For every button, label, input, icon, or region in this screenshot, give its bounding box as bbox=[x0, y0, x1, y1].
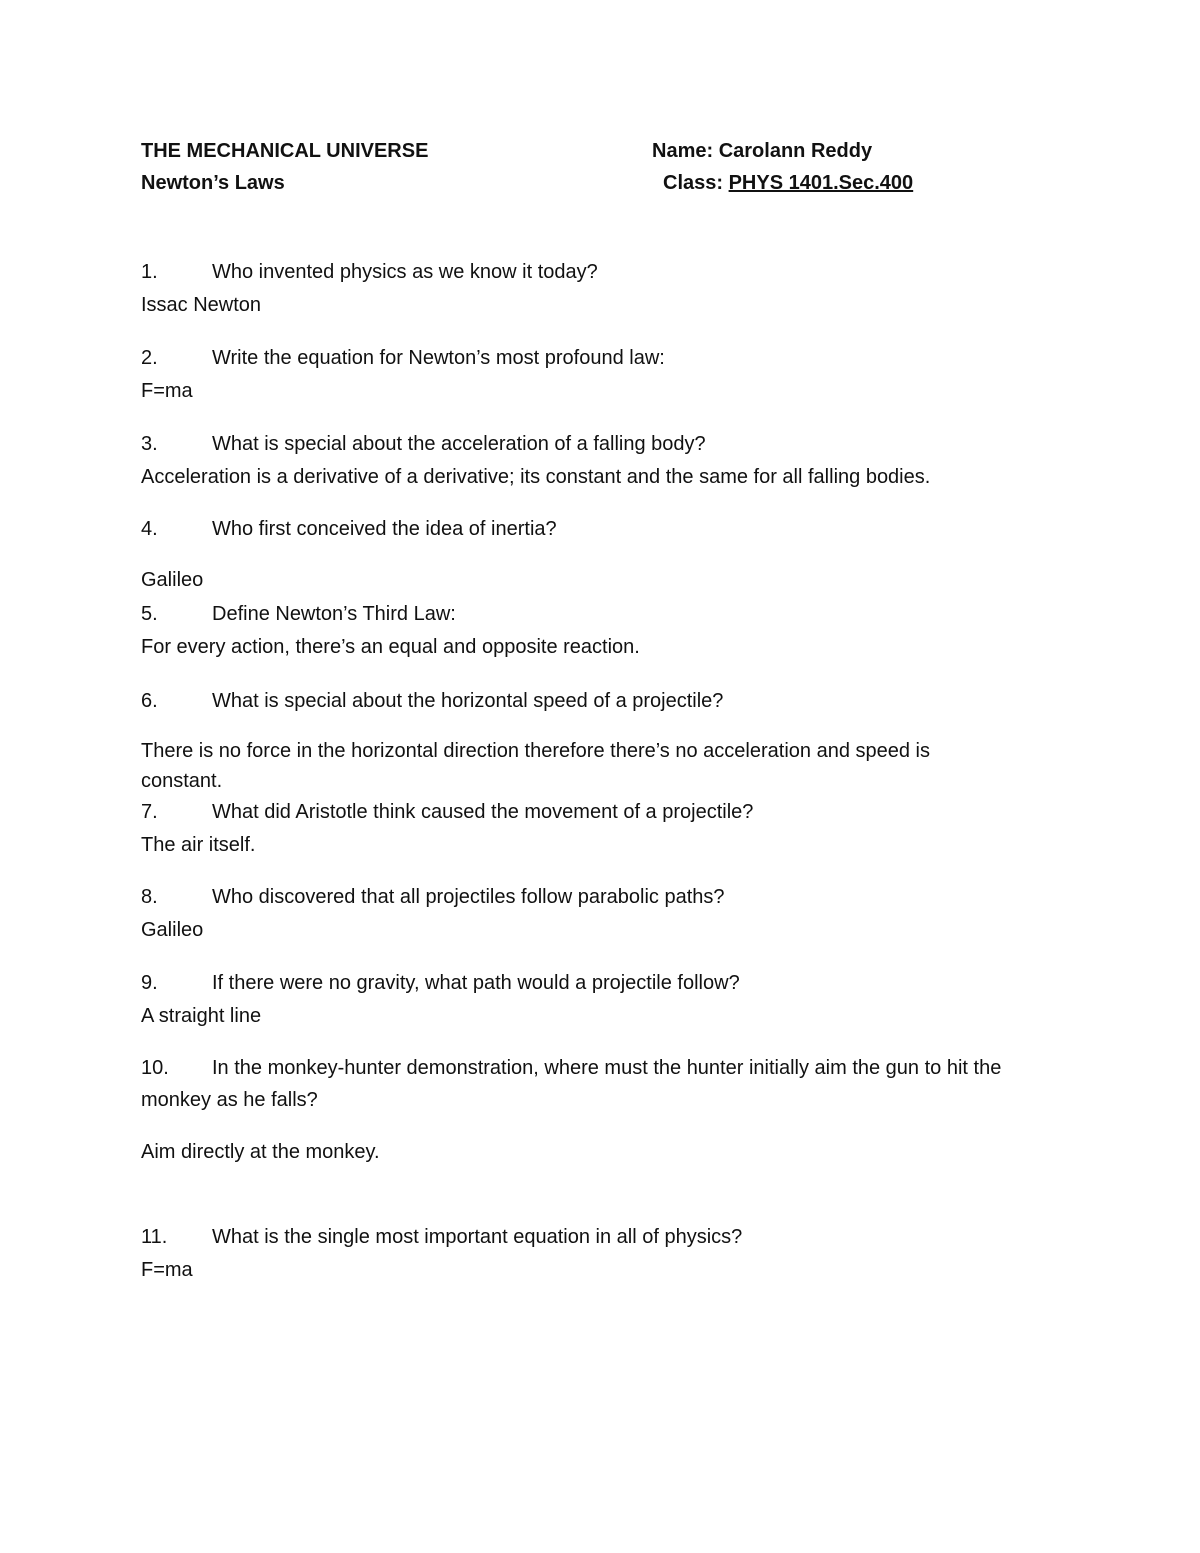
answer-7: The air itself. bbox=[141, 834, 256, 856]
question-text: Write the equation for Newton’s most profound law: bbox=[212, 347, 665, 369]
answer-8: Galileo bbox=[141, 919, 204, 941]
qa-item-7 bbox=[141, 795, 1061, 861]
answer-4: Galileo bbox=[141, 569, 204, 591]
question-text: What is special about the horizontal speed of a projectile? bbox=[212, 690, 724, 712]
question-2 bbox=[141, 341, 1061, 375]
question-7 bbox=[141, 795, 1061, 829]
class-line bbox=[663, 172, 913, 195]
qa-item-6 bbox=[141, 684, 1061, 796]
answer-5: For every action, there’s an equal and opposite reaction. bbox=[141, 636, 640, 658]
question-text: What did Aristotle think caused the movement of a projectile? bbox=[212, 801, 754, 823]
qa-item-3 bbox=[141, 427, 1061, 493]
name-label: Name: bbox=[652, 140, 714, 162]
question-number: 6. bbox=[141, 690, 158, 712]
name-value: Carolann Reddy bbox=[718, 140, 873, 162]
worksheet-title: THE MECHANICAL UNIVERSE bbox=[141, 140, 429, 162]
qa-item-2 bbox=[141, 341, 1061, 407]
question-text: What is the single most important equation in all of physics? bbox=[212, 1226, 743, 1248]
question-number: 3. bbox=[141, 433, 158, 455]
qa-item-10 bbox=[141, 1052, 1061, 1168]
question-number: 11. bbox=[141, 1226, 168, 1248]
qa-item-11 bbox=[141, 1220, 1061, 1286]
question-6 bbox=[141, 684, 1061, 718]
question-11 bbox=[141, 1220, 1061, 1254]
question-number: 9. bbox=[141, 972, 158, 994]
question-number: 5. bbox=[141, 603, 158, 625]
answer-10: Aim directly at the monkey. bbox=[141, 1141, 380, 1163]
question-10 bbox=[141, 1052, 1061, 1116]
worksheet-subtitle: Newton’s Laws bbox=[141, 172, 285, 194]
question-number: 1. bbox=[141, 261, 158, 283]
qa-item-8 bbox=[141, 880, 1061, 946]
answer-9: A straight line bbox=[141, 1005, 262, 1027]
question-1 bbox=[141, 255, 1061, 289]
answer-6: There is no force in the horizontal direction therefore there’s no acceleration and speed is constant. bbox=[141, 740, 930, 792]
question-4 bbox=[141, 512, 1061, 546]
question-8 bbox=[141, 880, 1061, 914]
class-value: PHYS 1401.Sec.400 bbox=[728, 172, 914, 194]
question-number: 7. bbox=[141, 801, 158, 823]
question-number: 8. bbox=[141, 886, 158, 908]
question-5 bbox=[141, 597, 1061, 631]
question-3 bbox=[141, 427, 1061, 461]
question-number: 4. bbox=[141, 518, 158, 540]
question-text: If there were no gravity, what path would a projectile follow? bbox=[212, 972, 740, 994]
question-text: Who first conceived the idea of inertia? bbox=[212, 518, 557, 540]
question-text: In the monkey-hunter demonstration, where must the hunter initially aim the gun to hit the monkey as he falls? bbox=[141, 1057, 1002, 1111]
question-text: Who invented physics as we know it today? bbox=[212, 261, 598, 283]
question-text: Who discovered that all projectiles follow parabolic paths? bbox=[212, 886, 725, 908]
answer-11: F=ma bbox=[141, 1259, 193, 1281]
question-text: What is special about the acceleration of a falling body? bbox=[212, 433, 706, 455]
qa-item-1 bbox=[141, 255, 1061, 321]
class-label: Class: bbox=[663, 172, 724, 194]
answer-2: F=ma bbox=[141, 380, 193, 402]
question-number: 10. bbox=[141, 1057, 169, 1079]
name-line bbox=[652, 140, 872, 163]
qa-item-9 bbox=[141, 966, 1061, 1032]
answer-1: Issac Newton bbox=[141, 294, 262, 316]
qa-item-5 bbox=[141, 597, 1061, 663]
question-number: 2. bbox=[141, 347, 158, 369]
question-9 bbox=[141, 966, 1061, 1000]
question-text: Define Newton’s Third Law: bbox=[212, 603, 456, 625]
answer-3: Acceleration is a derivative of a derivative; its constant and the same for all falling bodies. bbox=[141, 466, 931, 488]
qa-item-4 bbox=[141, 512, 1061, 596]
